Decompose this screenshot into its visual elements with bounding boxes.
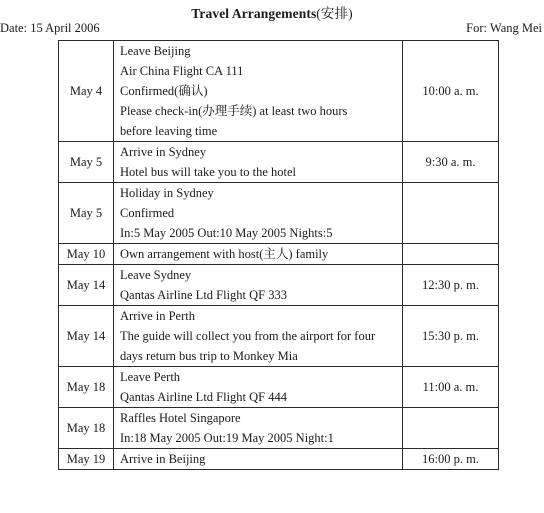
itinerary-row — [59, 142, 499, 183]
row-time: 10:00 a. m. — [403, 41, 499, 142]
detail-line: Arrive in Beijing — [120, 452, 206, 466]
detail-line: Hotel bus will take you to the hotel — [120, 165, 297, 179]
detail-line: In:5 May 2005 Out:10 May 2005 Nights:5 — [120, 226, 333, 240]
itinerary-row — [59, 41, 499, 142]
itinerary-row — [59, 183, 499, 244]
row-details — [114, 244, 403, 265]
detail-line: Please check-in(办理手续) at least two hours — [120, 104, 348, 118]
detail-line: Leave Beijing — [120, 44, 191, 58]
row-details — [114, 41, 403, 142]
itinerary-row — [59, 244, 499, 265]
row-time: 11:00 a. m. — [403, 367, 499, 408]
row-date: May 4 — [59, 41, 114, 142]
itinerary-row — [59, 265, 499, 306]
itinerary-table — [58, 40, 499, 470]
detail-line: Confirmed(确认) — [120, 84, 208, 98]
row-date: May 18 — [59, 408, 114, 449]
itinerary-row — [59, 408, 499, 449]
itinerary-row — [59, 449, 499, 470]
row-date: May 14 — [59, 306, 114, 367]
row-date: May 18 — [59, 367, 114, 408]
detail-line: Leave Sydney — [120, 268, 192, 282]
document-date: Date: 15 April 2006 — [0, 21, 100, 35]
itinerary-row — [59, 367, 499, 408]
itinerary-row — [59, 306, 499, 367]
title-chinese: (安排) — [316, 6, 353, 21]
row-date: May 5 — [59, 142, 114, 183]
itinerary-body — [59, 41, 499, 470]
row-time: 9:30 a. m. — [403, 142, 499, 183]
detail-line: Leave Perth — [120, 370, 181, 384]
row-details — [114, 449, 403, 470]
detail-line: The guide will collect you from the airport for four — [120, 329, 376, 343]
row-time: 12:30 p. m. — [403, 265, 499, 306]
detail-line: Holiday in Sydney — [120, 186, 214, 200]
row-details — [114, 306, 403, 367]
row-details — [114, 265, 403, 306]
row-time: 16:00 p. m. — [403, 449, 499, 470]
row-details — [114, 142, 403, 183]
row-time — [403, 244, 499, 265]
detail-line: days return bus trip to Monkey Mia — [120, 349, 298, 363]
row-time — [403, 408, 499, 449]
detail-line: Qantas Airline Ltd Flight QF 333 — [120, 288, 288, 302]
detail-line: Arrive in Perth — [120, 309, 195, 323]
title-english: Travel Arrangements — [191, 6, 317, 21]
row-time — [403, 183, 499, 244]
detail-line: before leaving time — [120, 124, 218, 138]
row-date: May 5 — [59, 183, 114, 244]
row-details — [114, 408, 403, 449]
document-title — [0, 2, 544, 22]
row-details — [114, 183, 403, 244]
row-time: 15:30 p. m. — [403, 306, 499, 367]
detail-line: Arrive in Sydney — [120, 145, 207, 159]
detail-line: Raffles Hotel Singapore — [120, 411, 241, 425]
row-date: May 14 — [59, 265, 114, 306]
detail-line: Air China Flight CA 111 — [120, 64, 244, 78]
detail-line: Own arrangement with host(主人) family — [120, 247, 329, 261]
row-date: May 19 — [59, 449, 114, 470]
detail-line: Confirmed — [120, 206, 175, 220]
detail-line: Qantas Airline Ltd Flight QF 444 — [120, 390, 288, 404]
document-recipient: For: Wang Mei — [466, 21, 542, 35]
row-details — [114, 367, 403, 408]
row-date: May 10 — [59, 244, 114, 265]
detail-line: In:18 May 2005 Out:19 May 2005 Night:1 — [120, 431, 334, 445]
